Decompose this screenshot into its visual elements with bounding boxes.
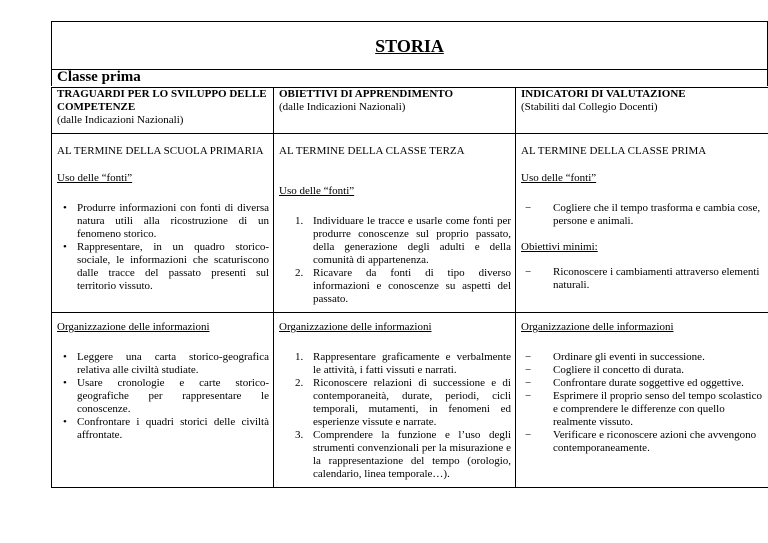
list-item: 3. Comprendere la funzione e l’uso degli strumenti convenzionali per la misurazione e la rappresentazione del tempo (orologio, calendario, linea temporale…). xyxy=(295,429,511,480)
list-item: − Ordinare gli eventi in successione. xyxy=(521,351,764,364)
traguardi-list xyxy=(57,202,269,293)
list-item: − Riconoscere i cambiamenti attraverso elementi naturali. xyxy=(521,266,764,292)
obiettivi-list xyxy=(279,351,511,481)
section-heading: Uso delle “fonti” xyxy=(279,185,355,197)
list-item: − Verificare e riconoscere azioni che avvengono contemporaneamente. xyxy=(521,429,764,455)
list-item: • Leggere una carta storico-geografica relativa alle civiltà studiate. xyxy=(57,351,269,377)
section-heading: Organizzazione delle informazioni xyxy=(57,321,210,333)
header-indicatori xyxy=(516,88,768,134)
obiettivi-list xyxy=(279,215,511,306)
indicatori-list xyxy=(521,351,764,455)
obiettivi-cell-fonti xyxy=(274,134,516,313)
section-row-organizzazione xyxy=(52,313,768,488)
minimi-label: Obiettivi minimi: xyxy=(521,241,598,253)
section-heading: Organizzazione delle informazioni xyxy=(521,321,674,333)
list-item: 2. Riconoscere relazioni di successione e di contemporaneità, durate, periodi, cicli temporali, mutamenti, in fenomeni ed esperienze vissute e narrate. xyxy=(295,377,511,428)
list-item: • Produrre informazioni con fonti di diversa natura utili alla ricostruzione di un fenomeno storico. xyxy=(57,202,269,241)
section-heading: Uso delle “fonti” xyxy=(57,172,133,184)
header-indicatori-sub: (Stabiliti dal Collegio Docenti) xyxy=(521,101,658,113)
page-title: STORIA xyxy=(375,36,444,56)
list-item: • Usare cronologie e carte storico-geografiche per rappresentare le conoscenze. xyxy=(57,377,269,416)
header-obiettivi xyxy=(274,88,516,134)
traguardi-list xyxy=(57,351,269,442)
list-item: 2. Ricavare da fonti di tipo diverso informazioni e conoscenze su aspetti del passato. xyxy=(295,267,511,305)
indicatori-cell-organizzazione xyxy=(516,313,768,488)
list-item: − Cogliere che il tempo trasforma e cambia cose, persone e animali. xyxy=(521,202,764,228)
header-row xyxy=(52,88,768,134)
header-obiettivi-title: OBIETTIVI DI APPRENDIMENTO xyxy=(279,88,453,100)
list-item: − Cogliere il concetto di durata. xyxy=(521,364,764,377)
list-item: • Rappresentare, in un quadro storico-sociale, le informazioni che scaturiscono dalle tracce del passato presenti sul territorio vissuto. xyxy=(57,241,269,293)
document-page xyxy=(51,21,768,516)
list-item: • Confrontare i quadri storici delle civiltà affrontate. xyxy=(57,416,269,442)
grade-box xyxy=(51,69,768,86)
section-heading: Organizzazione delle informazioni xyxy=(279,321,432,333)
obiettivi-cell-organizzazione xyxy=(274,313,516,488)
minimi-list xyxy=(521,266,764,292)
list-item: − Esprimere il proprio senso del tempo scolastico e comprendere le differenze con quello realmente vissuto. xyxy=(521,390,764,429)
traguardi-cell-fonti xyxy=(52,134,274,313)
header-traguardi-title: TRAGUARDI PER LO SVILUPPO DELLE COMPETENZE xyxy=(57,88,267,113)
curriculum-table xyxy=(51,87,768,488)
list-item: 1. Rappresentare graficamente e verbalmente le attività, i fatti vissuti e narrati. xyxy=(295,351,511,376)
term-label-indicatori: AL TERMINE DELLA CLASSE PRIMA xyxy=(521,145,707,157)
grade-label: Classe prima xyxy=(57,69,141,85)
term-label-traguardi: AL TERMINE DELLA SCUOLA PRIMARIA xyxy=(57,145,264,157)
indicatori-list xyxy=(521,202,764,228)
list-item: 1. Individuare le tracce e usarle come fonti per produrre conoscenze sul proprio passato, della generazione degli adulti e della comunità di appartenenza. xyxy=(295,215,511,266)
header-obiettivi-sub: (dalle Indicazioni Nazionali) xyxy=(279,101,406,113)
section-row-fonti xyxy=(52,134,768,313)
section-heading: Uso delle “fonti” xyxy=(521,172,597,184)
list-item: − Confrontare durate soggettive ed oggettive. xyxy=(521,377,764,390)
indicatori-cell-fonti xyxy=(516,134,768,313)
header-indicatori-title: INDICATORI DI VALUTAZIONE xyxy=(521,88,686,100)
traguardi-cell-organizzazione xyxy=(52,313,274,488)
header-traguardi-sub: (dalle Indicazioni Nazionali) xyxy=(57,114,184,126)
term-label-obiettivi: AL TERMINE DELLA CLASSE TERZA xyxy=(279,145,465,157)
title-box xyxy=(51,21,768,70)
header-traguardi xyxy=(52,88,274,134)
